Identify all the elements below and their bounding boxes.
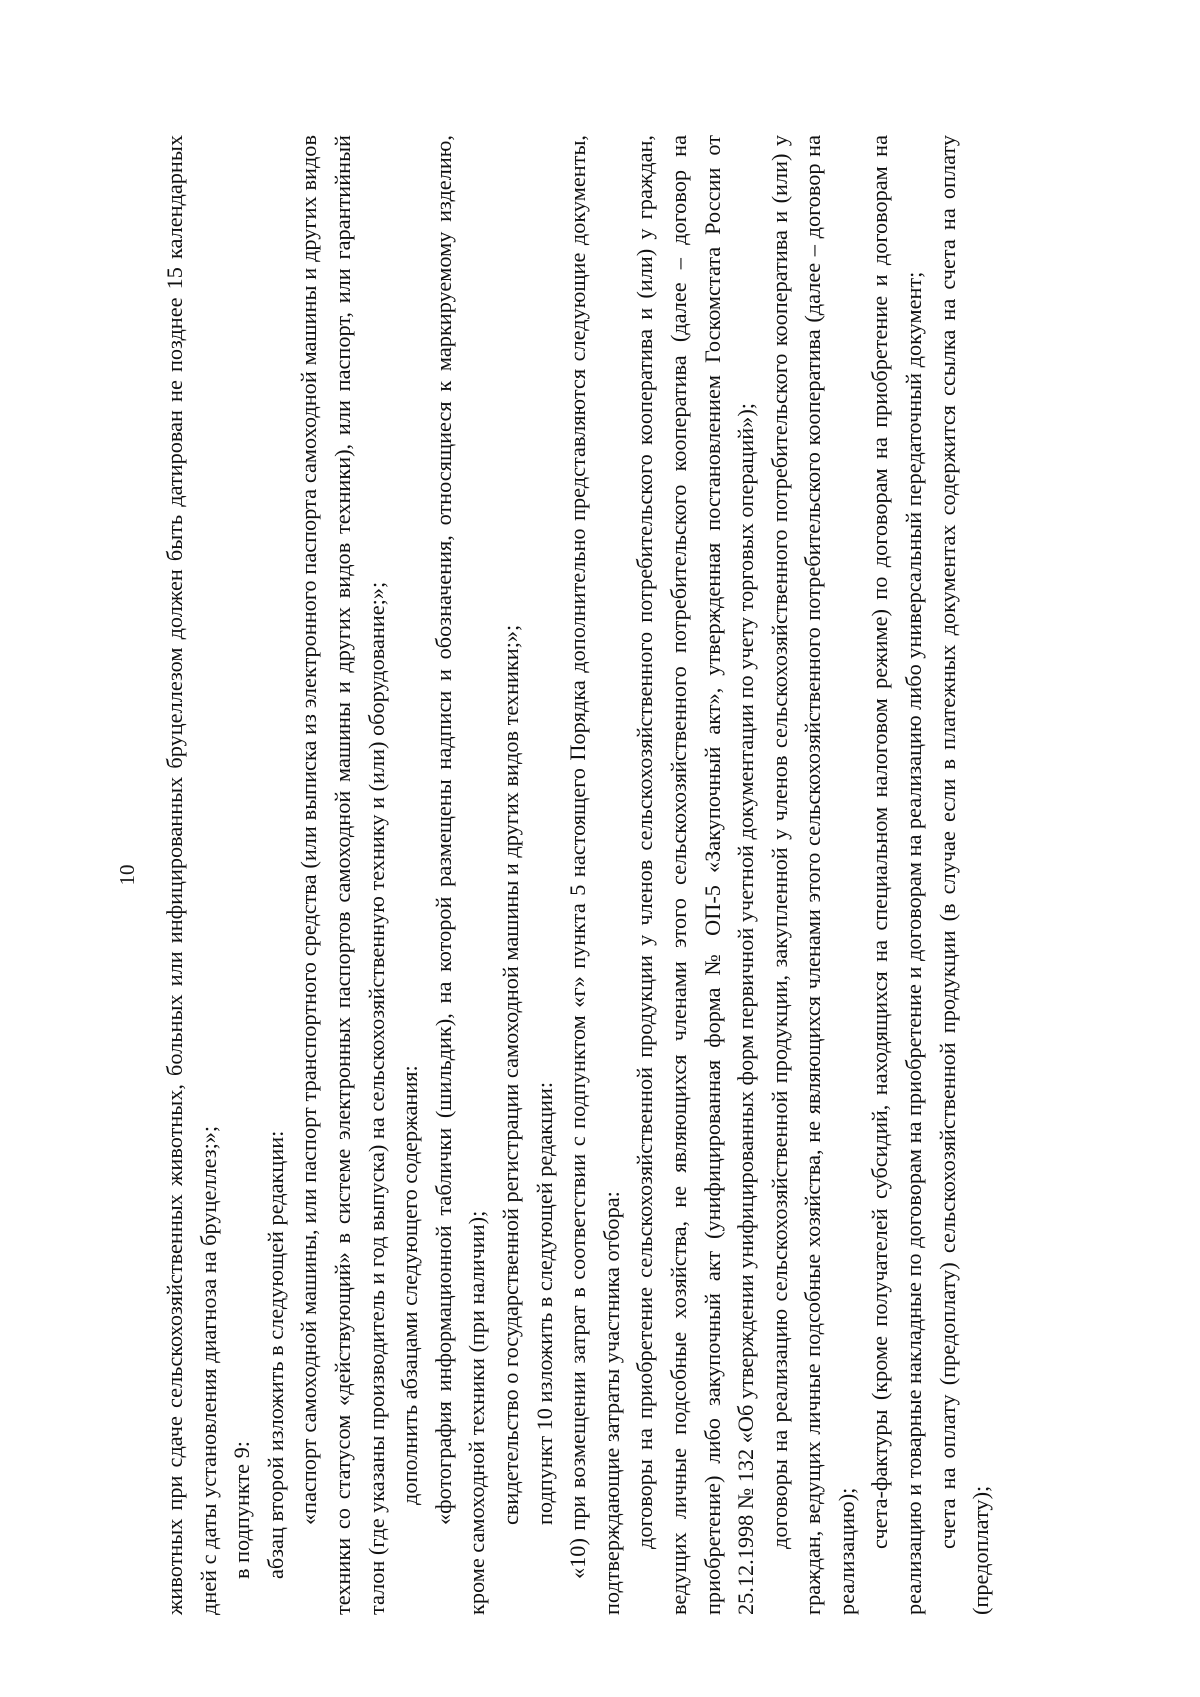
page-number: 10 <box>115 864 139 886</box>
rotated-page-content <box>115 135 998 1615</box>
paragraph-7: свидетельство о государственной регистрации самоходной машины и других видов техники;»; <box>497 624 523 1525</box>
document-body <box>158 135 998 1615</box>
paragraph-9: «10) при возмещении затрат в соответствии с подпунктом «г» пункта 5 настоящего Порядка дополнительно представляются следующие документы, подтверждающие затраты участника отбора: <box>565 135 624 1615</box>
paragraph-3: абзац второй изложить в следующей редакции: <box>262 1130 288 1579</box>
paragraph-5: дополнить абзацами следующего содержания: <box>397 1065 423 1505</box>
paragraph-6: «фотография информационной таблички (шильдик), на которой размещены надписи и обозначения, относящиеся к маркируемому изделию, кроме самоходной техники (при наличии); <box>430 135 490 1615</box>
paragraph-10: договоры на приобретение сельскохозяйственной продукции у членов сельскохозяйственного потребительского кооператива и (или) у граждан, ведущих личные подсобные хозяйства, не являющихся членами этого сельскохозяйственного потребительского кооператива (далее – договор на приобретение) либо закупочный акт (унифицированная форма № ОП-5 «Закупочный акт», утвержденная постановлением Госкомстата России от 25.12.1998 № 132 «Об утверждении унифицированных форм первичной учетной документации по учету торговых операций»); <box>632 135 759 1615</box>
paragraph-2: в подпункте 9: <box>229 1441 255 1579</box>
paragraph-11: договоры на реализацию сельскохозяйственной продукции, закупленной у членов сельскохозяйственного потребительского кооператива и (или) у граждан, ведущих личные подсобные хозяйства, не являющихся членами этого сельскохозяйственного потребительского кооператива (далее – договор на реализацию); <box>766 135 859 1615</box>
paragraph-8: подпункт 10 изложить в следующей редакции: <box>531 1081 557 1525</box>
paragraph-12: счета-фактуры (кроме получателей субсидий, находящихся на специальном налоговом режиме) по договорам на приобретение и договорам на реализацию и товарные накладные по договорам на приобретение и договорам на реализацию либо универсальный передаточный документ; <box>867 135 927 1615</box>
paragraph-1: животных при сдаче сельскохозяйственных животных, больных или инфицированных бруцеллезом должен быть датирован не позднее 15 календарных дней с даты установления диагноза на бруцеллез;»; <box>162 135 221 1615</box>
paragraph-13: счета на оплату (предоплату) сельскохозяйственной продукции (в случае если в платежных документах содержится ссылка на счета на оплату (предоплату); <box>934 135 994 1615</box>
paragraph-4: «паспорт самоходной машины, или паспорт транспортного средства (или выписка из электронного паспорта самоходной машины и других видов техники со статусом «действующий» в системе электронных паспортов самоходной машины и других видов техники), или паспорт, или гарантийный талон (где указаны производитель и год выпуска) на сельскохозяйственную технику и (или) оборудование;»; <box>296 135 389 1615</box>
